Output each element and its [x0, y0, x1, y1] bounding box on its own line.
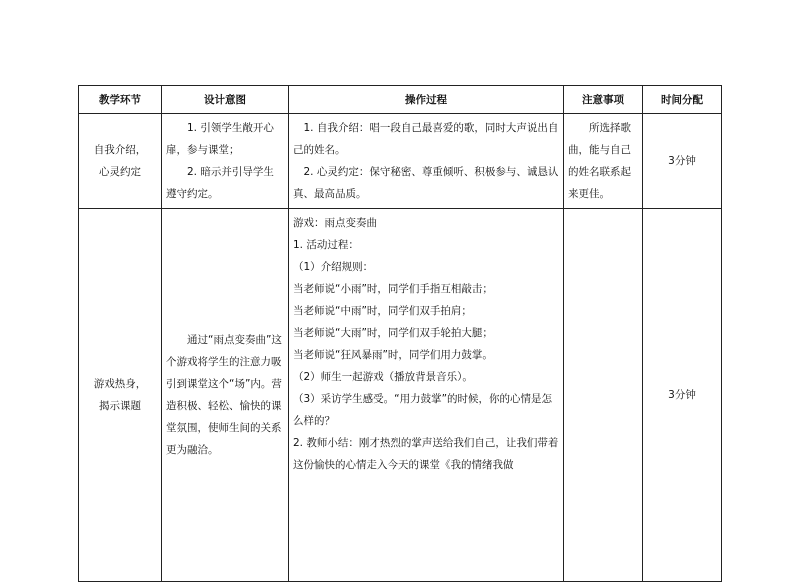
stage-line: 自我介绍， — [93, 144, 147, 156]
process-line: 当老师说“中雨”时，同学们双手拍肩； — [293, 305, 472, 317]
intent-text: 通过“雨点变奏曲”这个游戏将学生的注意力吸引到课堂这个“场”内。营造积极、轻松、愉快的课堂氛围，使师生间的关系更为融洽。 — [166, 334, 282, 456]
stage-line: 揭示课题 — [99, 400, 141, 412]
header-time: 时间分配 — [643, 86, 722, 114]
notes-text: 所选择歌曲，能与自己的姓名联系起来更佳。 — [568, 122, 631, 200]
time-text: 3分钟 — [668, 389, 696, 401]
table-row — [79, 209, 722, 582]
process-line: 2. 心灵约定：保守秘密、尊重倾听、积极参与、诚恳认真、最高品质。 — [293, 166, 559, 200]
stage-line: 心灵约定 — [99, 166, 141, 178]
process-line: 当老师说“大雨”时，同学们双手轮拍大腿； — [293, 327, 493, 339]
lesson-plan-table — [78, 85, 722, 582]
process-line: 当老师说“小雨”时，同学们手指互相敲击； — [293, 283, 493, 295]
process-line: 2. 教师小结：刚才热烈的掌声送给我们自己，让我们带着这份愉快的心情走入今天的课堂《我的情绪我做 — [293, 437, 559, 471]
process-line: （2）师生一起游戏（播放背景音乐）。 — [293, 371, 473, 383]
intent-line: 1. 引领学生敞开心扉，参与课堂； — [166, 122, 274, 156]
process-line: （1）介绍规则： — [293, 261, 374, 273]
stage-cell — [79, 114, 162, 209]
header-notes: 注意事项 — [564, 86, 643, 114]
table-header-row — [79, 86, 722, 114]
process-cell — [289, 114, 564, 209]
stage-line: 游戏热身， — [93, 378, 147, 390]
notes-cell — [564, 114, 643, 209]
process-line: 1. 自我介绍：唱一段自己最喜爱的歌，同时大声说出自己的姓名。 — [293, 122, 559, 156]
time-cell — [643, 114, 722, 209]
intent-cell — [162, 209, 289, 582]
process-line: 当老师说“狂风暴雨”时，同学们用力鼓掌。 — [293, 349, 493, 361]
header-process: 操作过程 — [289, 86, 564, 114]
process-cell — [289, 209, 564, 582]
intent-cell — [162, 114, 289, 209]
header-intent: 设计意图 — [162, 86, 289, 114]
time-text: 3分钟 — [668, 155, 696, 167]
notes-cell — [564, 209, 643, 582]
stage-cell — [79, 209, 162, 582]
process-line: （3）采访学生感受。“用力鼓掌”的时候，你的心情是怎么样的？ — [293, 393, 553, 427]
time-cell — [643, 209, 722, 582]
process-line: 1. 活动过程： — [293, 239, 359, 251]
process-line: 游戏：雨点变奏曲 — [293, 217, 377, 229]
intent-line: 2. 暗示并引导学生遵守约定。 — [166, 166, 274, 200]
header-stage: 教学环节 — [79, 86, 162, 114]
table-row — [79, 114, 722, 209]
